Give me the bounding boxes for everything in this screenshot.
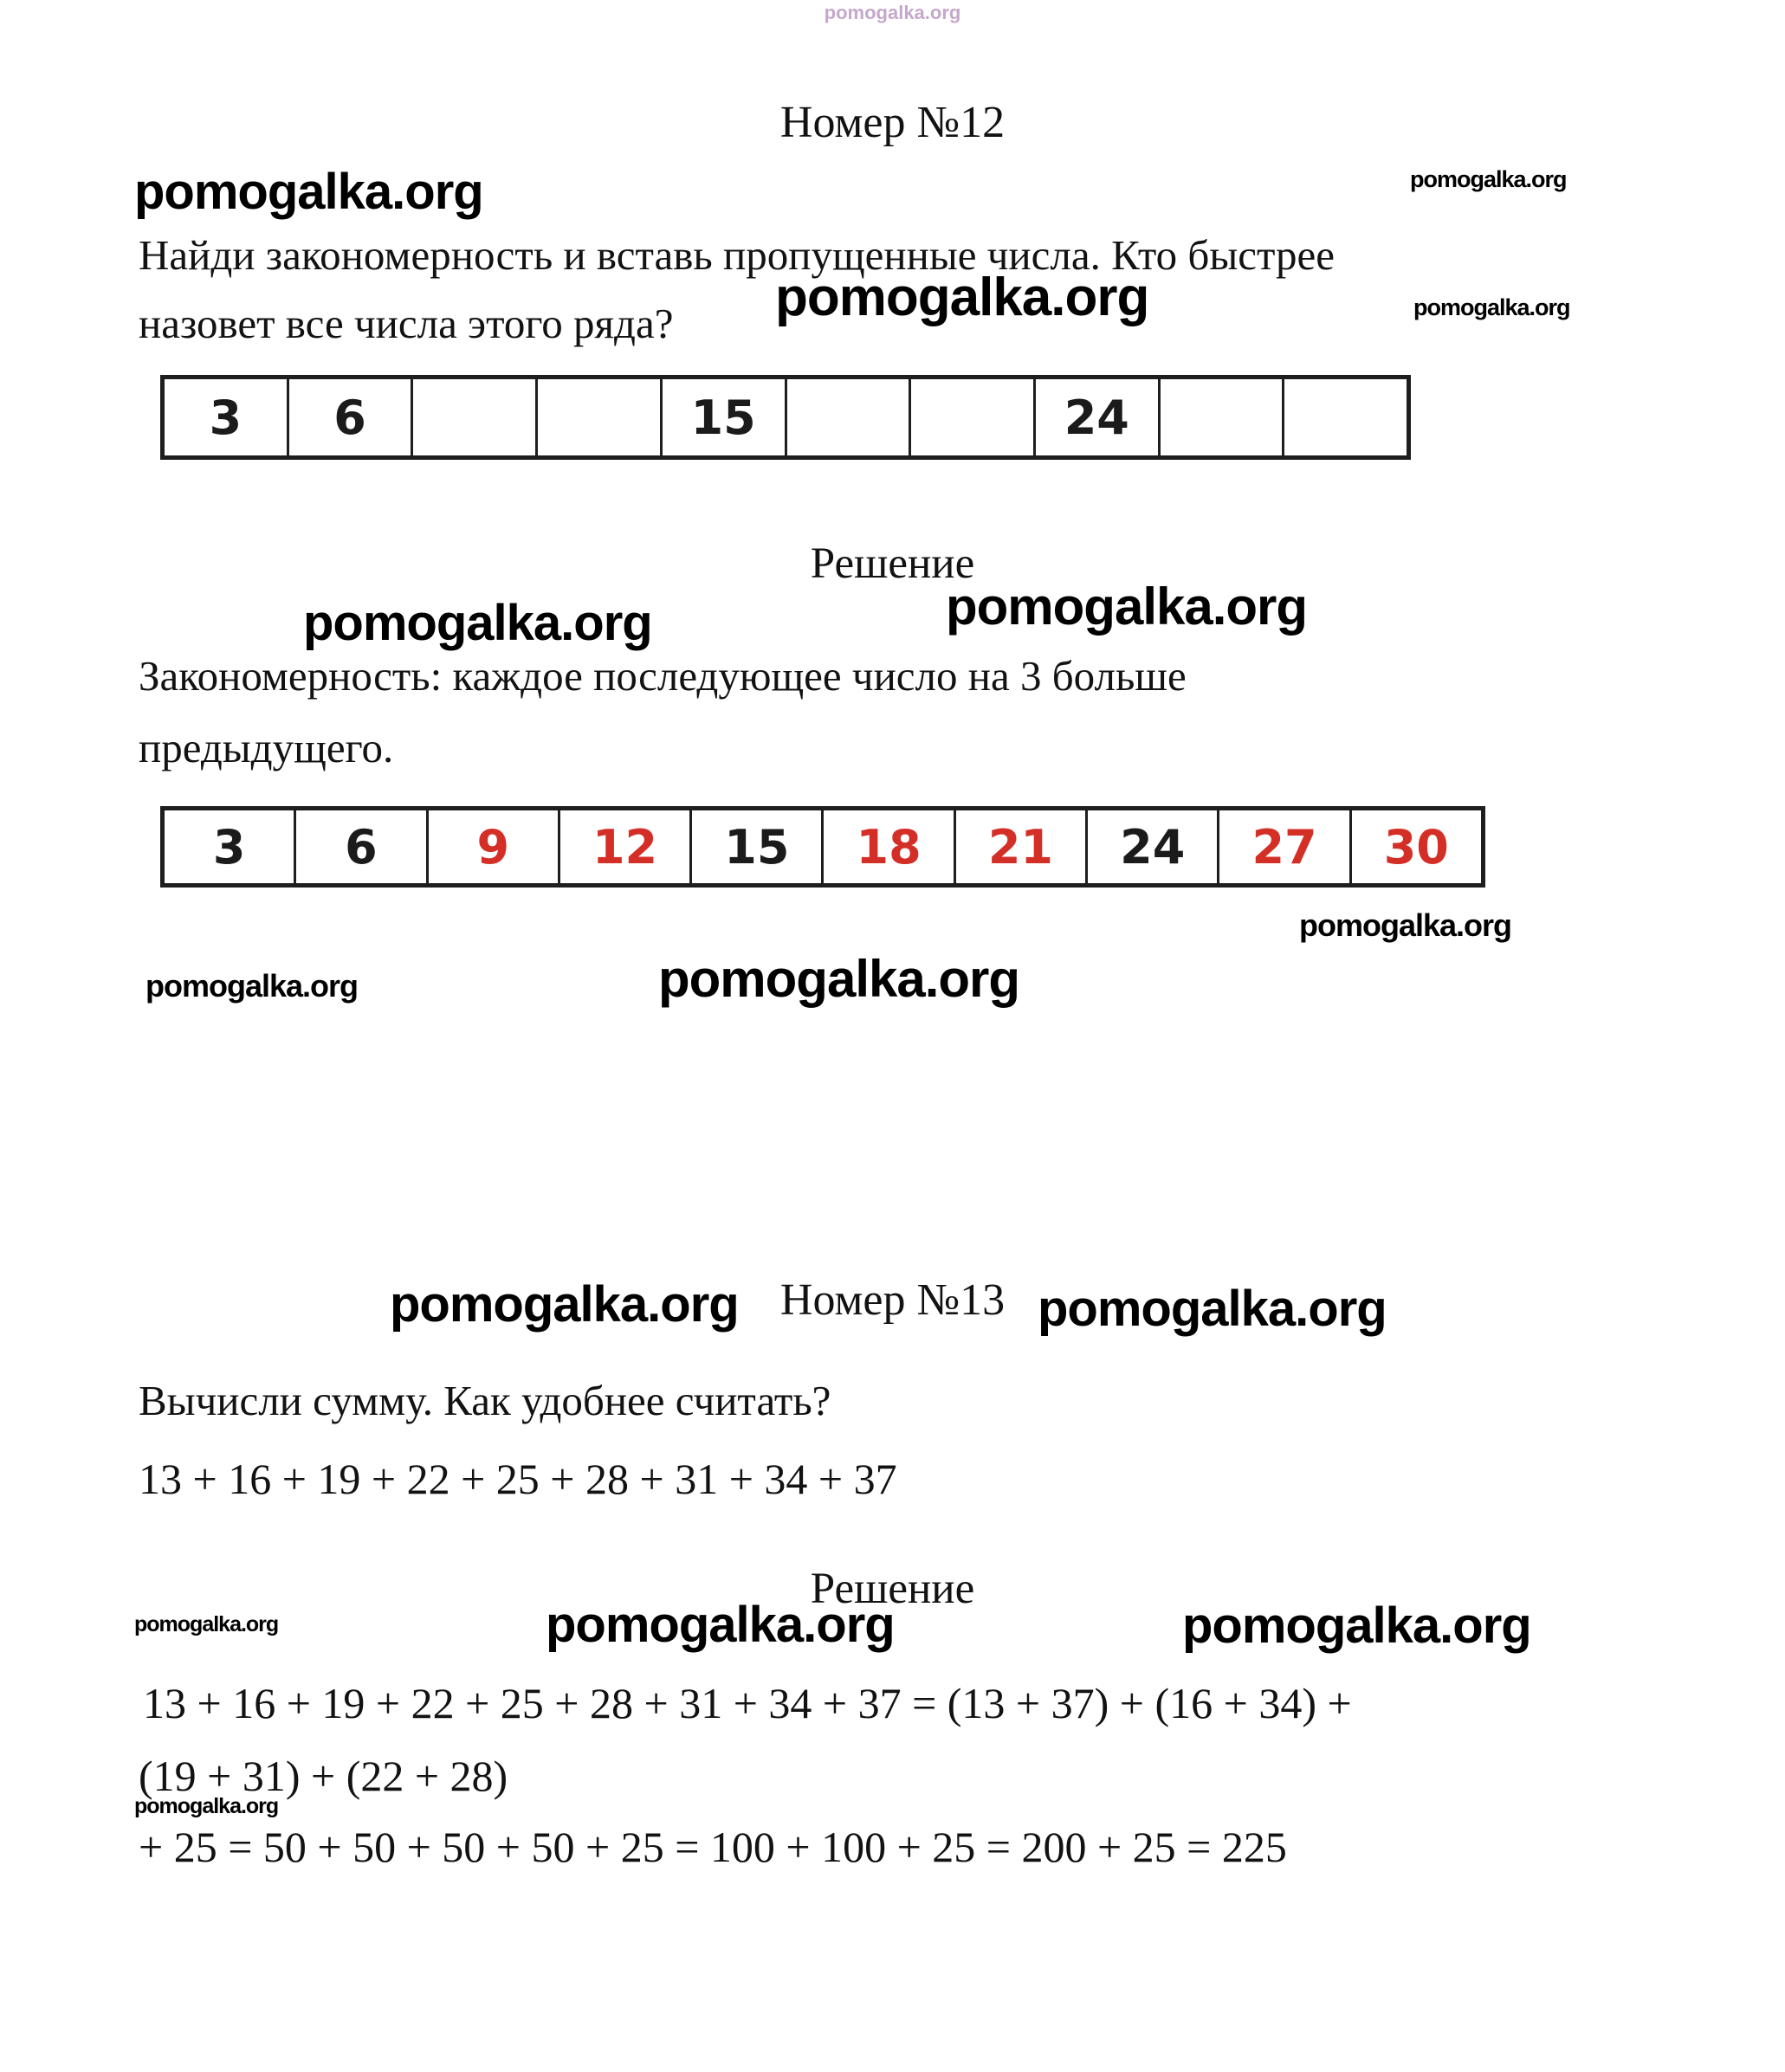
strip-cell (787, 379, 912, 455)
watermark-bottom-left-small: pomogalka.org (134, 1794, 279, 1818)
watermark-p13-right-large: pomogalka.org (1038, 1281, 1387, 1337)
watermark-question-inline-large: pomogalka.org (775, 268, 1149, 327)
watermark-p13-left-large: pomogalka.org (390, 1276, 739, 1333)
strip-cell: 15 (663, 379, 787, 455)
problem12-question-line2: назовет все числа этого ряда? (139, 300, 674, 347)
strip-cell (413, 379, 538, 455)
strip-cell: 12 (560, 810, 692, 883)
watermark-solution12-left-large: pomogalka.org (303, 595, 652, 651)
problem12-pattern-line1: Закономерность: каждое последующее число на 3 больше (139, 652, 1187, 700)
watermark-strip2-right-medium: pomogalka.org (1299, 907, 1512, 943)
watermark-below-strip2-left-medium: pomogalka.org (146, 968, 359, 1004)
problem13-title: Номер №13 (779, 1275, 1006, 1325)
watermark-solution13-center-large: pomogalka.org (546, 1597, 895, 1653)
problem12-question-line1: Найди закономерность и вставь пропущенные числа. Кто быстрее (139, 231, 1336, 279)
watermark-question-right-small: pomogalka.org (1413, 294, 1570, 320)
watermark-top-center: pomogalka.org (824, 2, 961, 23)
strip-cell: 3 (165, 810, 296, 883)
problem13-solution-line2: (19 + 31) + (22 + 28) (139, 1752, 508, 1800)
number-strip-solved (160, 806, 1485, 888)
strip-cell (538, 379, 663, 455)
strip-cell: 15 (692, 810, 824, 883)
strip-cell (1284, 379, 1407, 455)
strip-cell (1161, 379, 1285, 455)
watermark-p12-left-large: pomogalka.org (134, 164, 483, 220)
problem12-title: Номер №12 (779, 98, 1006, 147)
problem13-solution-line1: 13 + 16 + 19 + 22 + 25 + 28 + 31 + 34 + 37 = (13 + 37) + (16 + 34) + (143, 1679, 1352, 1727)
strip-cell: 6 (289, 379, 414, 455)
strip-cell: 30 (1383, 819, 1449, 875)
problem12-pattern-line2: предыдущего. (139, 724, 394, 771)
strip-cell: 6 (296, 810, 428, 883)
watermark-solution13-right-large: pomogalka.org (1182, 1598, 1531, 1654)
strip-cell: 21 (956, 810, 1088, 883)
strip-cell: 24 (1036, 379, 1161, 455)
strip-cell: 24 (1088, 810, 1219, 883)
problem13-expression: 13 + 16 + 19 + 22 + 25 + 28 + 31 + 34 + 37 (139, 1455, 897, 1503)
strip-cell: 27 (1219, 810, 1351, 883)
watermark-solution13-left-small: pomogalka.org (134, 1612, 279, 1636)
problem13-question: Вычисли сумму. Как удобнее считать? (139, 1377, 831, 1424)
problem13-solution-heading: Решение (810, 1565, 975, 1613)
number-strip-unsolved (160, 375, 1411, 460)
strip-cell: 3 (165, 379, 289, 455)
watermark-p12-right-small: pomogalka.org (1410, 166, 1567, 192)
problem13-solution-line3: + 25 = 50 + 50 + 50 + 50 + 25 = 100 + 100 + 25 = 200 + 25 = 225 (139, 1823, 1287, 1871)
watermark-solution12-right-large: pomogalka.org (946, 578, 1308, 636)
problem12-solution-heading: Решение (810, 539, 975, 588)
strip-cell: 9 (429, 810, 560, 883)
strip-cell: 18 (824, 810, 955, 883)
strip-cell (911, 379, 1036, 455)
watermark-below-strip2-center-large: pomogalka.org (658, 950, 1020, 1008)
